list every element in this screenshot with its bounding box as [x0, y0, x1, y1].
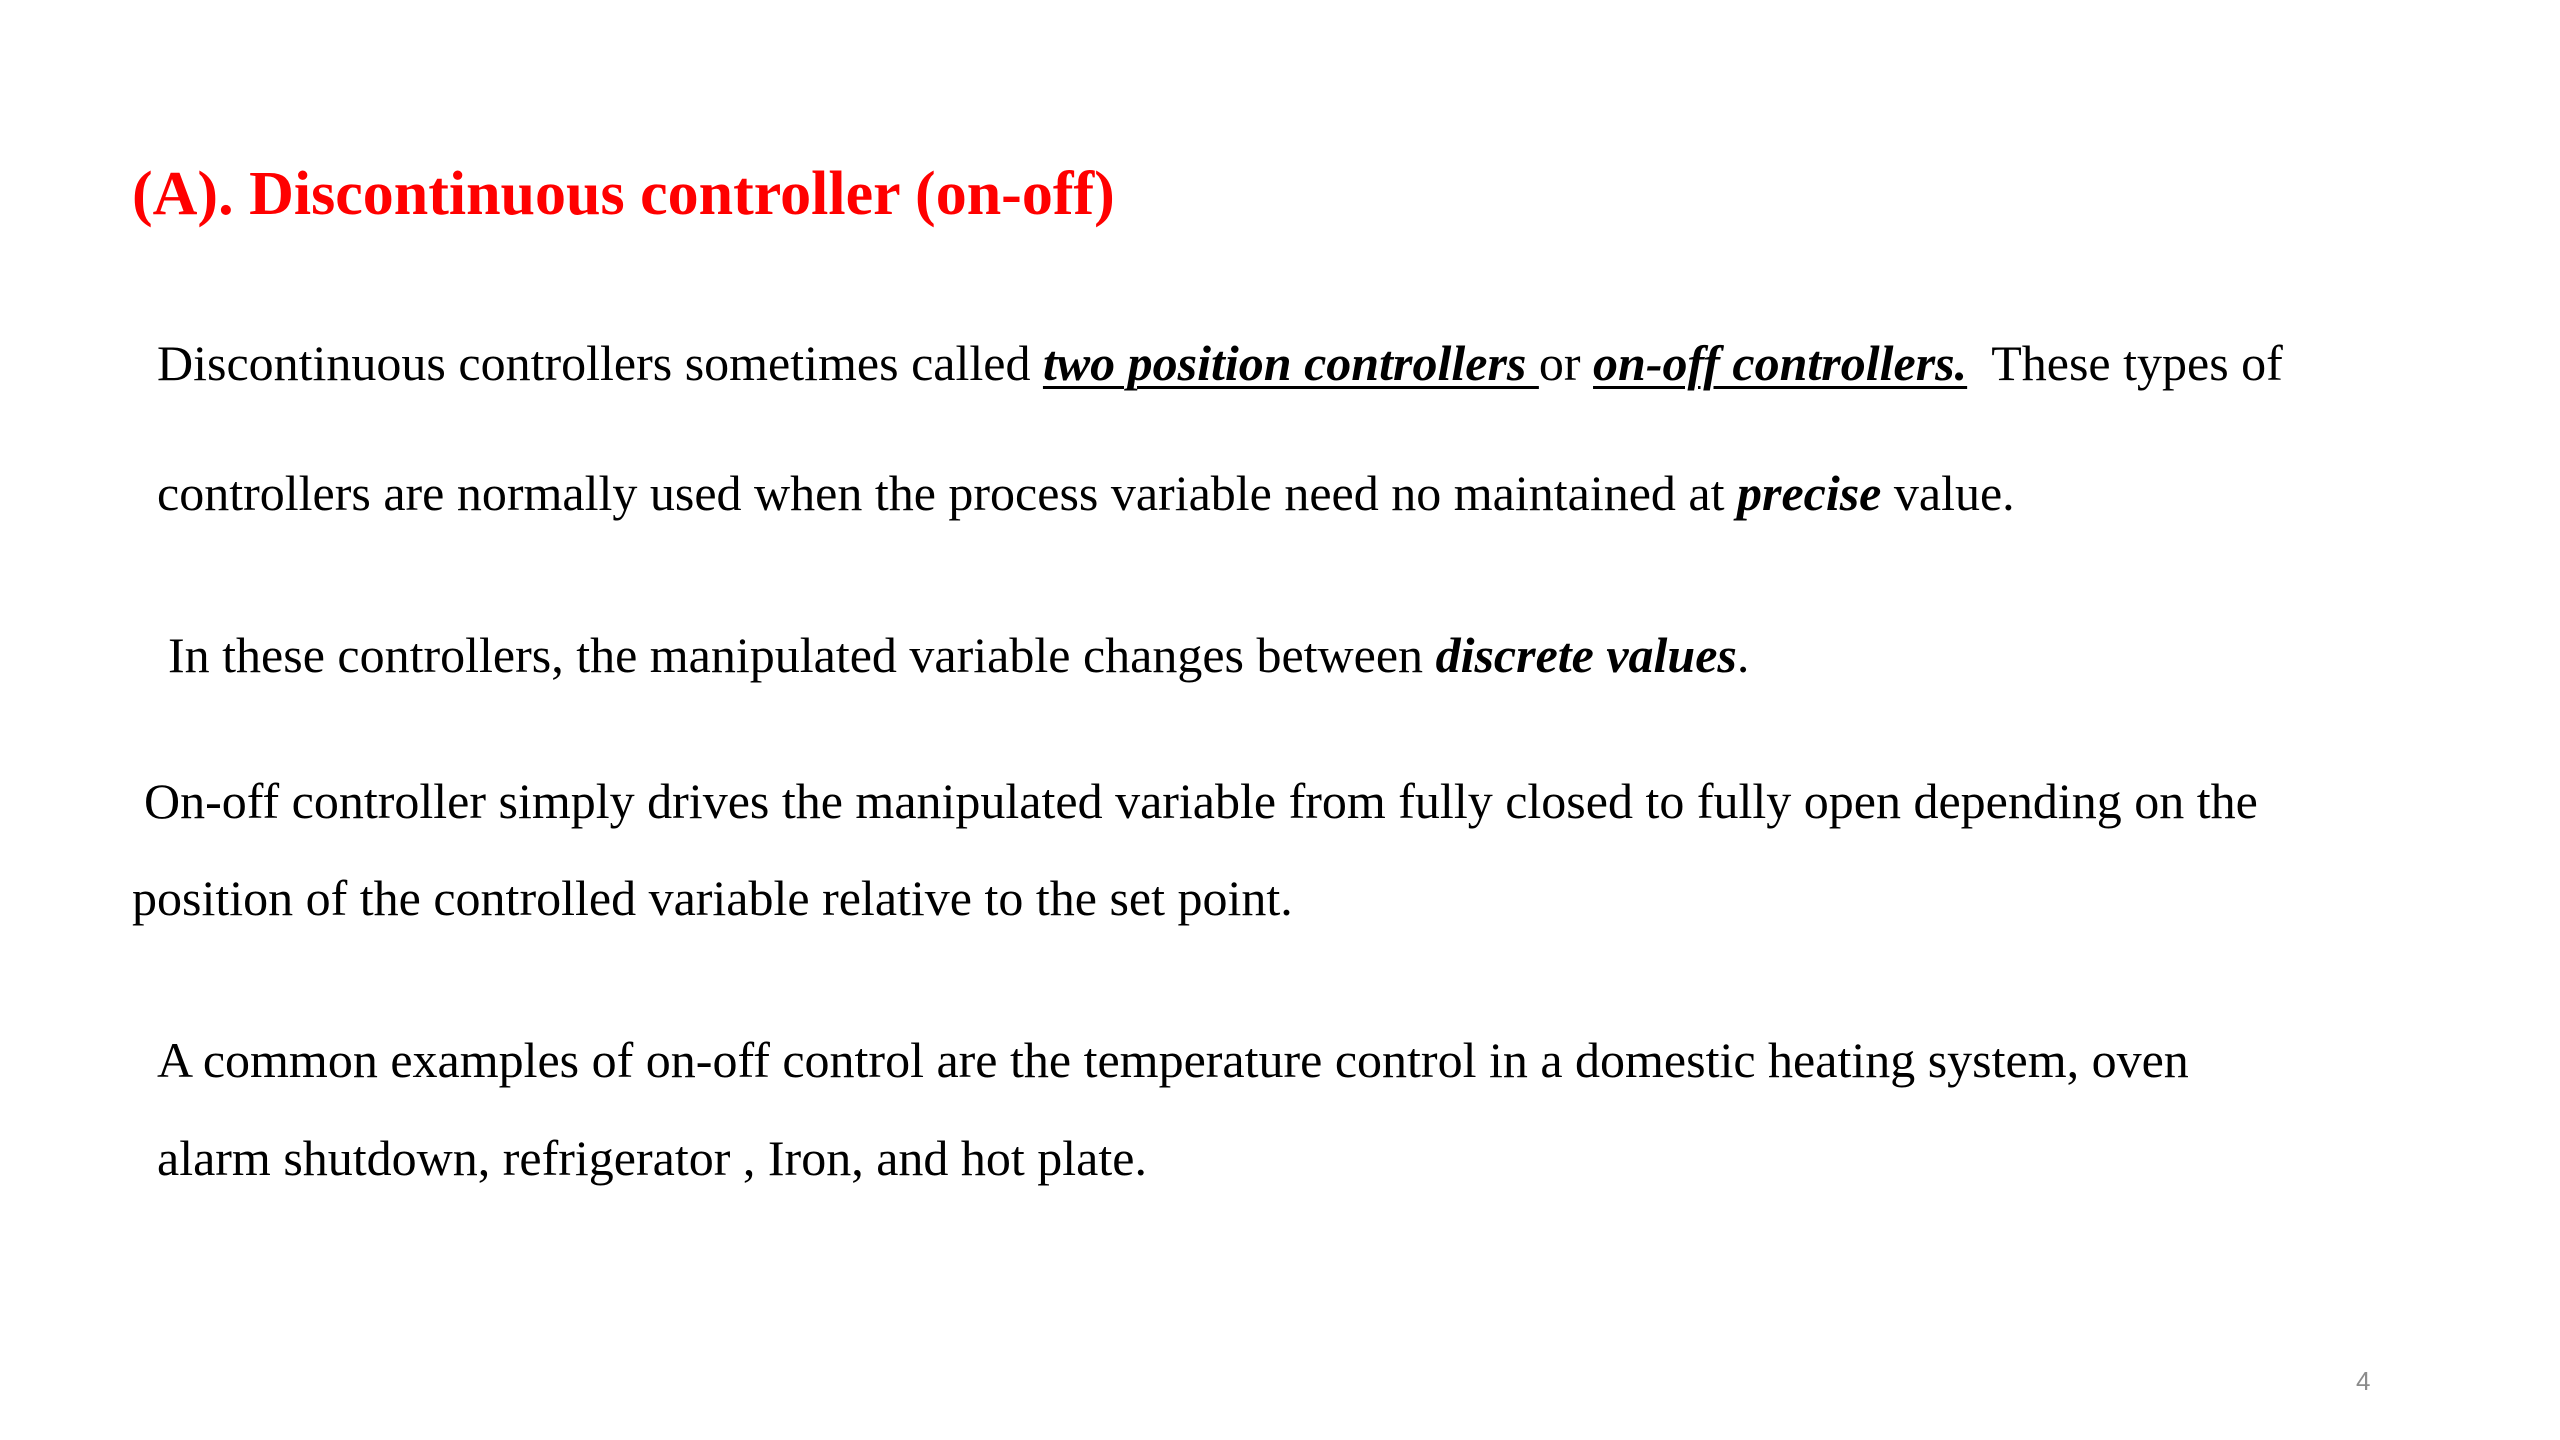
page-number: 4 — [2356, 1366, 2371, 1396]
term-two-position-controllers: two position controllers — [1042, 335, 1539, 391]
paragraph-2-text: . — [1736, 627, 1750, 683]
paragraph-4-line-2: alarm shutdown, refrigerator , Iron, and hot plate. — [157, 1130, 1147, 1186]
paragraph-1-text: Discontinuous controllers sometimes called — [157, 335, 1043, 391]
paragraph-1-line-2 — [157, 465, 2015, 523]
term-on-off-controllers: on-off controllers. — [1593, 335, 1968, 391]
paragraph-1-text: or — [1538, 335, 1594, 391]
slide-title: (A). Discontinuous controller (on-off) — [132, 160, 1115, 228]
paragraph-1-text: value. — [1881, 465, 2015, 521]
term-discrete-values: discrete values — [1435, 627, 1737, 683]
paragraph-1-text: controllers are normally used when the process variable need no maintained at — [157, 465, 1737, 521]
paragraph-3-line-2: position of the controlled variable relative to the set point. — [132, 870, 1293, 926]
paragraph-2-text: In these controllers, the manipulated variable changes between — [168, 627, 1436, 683]
paragraph-4-line-1: A common examples of on-off control are the temperature control in a domestic heating system, oven — [157, 1032, 2189, 1088]
paragraph-1-text: These types of — [1967, 335, 2283, 391]
paragraph-1-line-1 — [157, 335, 2283, 393]
paragraph-3-line-1: On-off controller simply drives the manipulated variable from fully closed to fully open depending on the — [144, 773, 2258, 829]
paragraph-2 — [168, 627, 1749, 685]
term-precise: precise — [1736, 465, 1882, 521]
